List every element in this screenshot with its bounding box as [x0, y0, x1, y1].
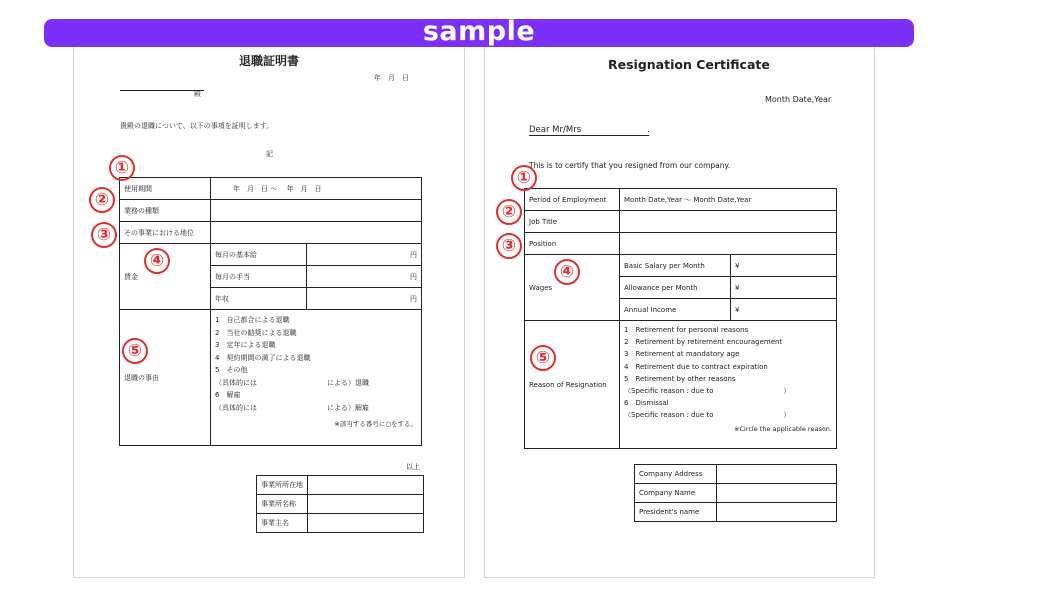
- jp-position-value: [211, 222, 422, 244]
- en-company-name-label: Company Name: [635, 484, 717, 503]
- jp-wage-item: 毎月の基本給: [211, 244, 307, 266]
- jp-reason-item: （具体的には による）解雇: [215, 403, 369, 412]
- en-reason-item: 1 Retirement for personal reasons: [624, 326, 749, 334]
- jp-title: 退職証明書: [239, 54, 300, 68]
- jp-wage-item: 年収: [211, 288, 307, 310]
- jp-period-value: 年 月 日 ～ 年 月 日: [211, 178, 422, 200]
- en-note: ※Circle the applicable reason.: [734, 424, 832, 433]
- en-wage-item: Allowance per Month: [620, 277, 731, 299]
- japanese-certificate-page: [73, 40, 465, 578]
- marker-2-en: ②: [496, 199, 522, 225]
- jp-company-table: [256, 475, 424, 533]
- jp-note: ※該当する番号に○をする。: [334, 420, 418, 428]
- jp-yen-unit: 円: [410, 272, 418, 281]
- en-wages-label: Wages: [525, 255, 620, 321]
- en-dear-end: .: [647, 125, 650, 135]
- jp-company-address-value: [308, 476, 424, 495]
- en-reason-item: （Specific reason : due to ）: [624, 387, 791, 396]
- jp-date: 年 月 日: [374, 74, 409, 82]
- en-main-table: [524, 188, 837, 449]
- marker-5-en: ⑤: [530, 345, 556, 371]
- jp-company-name-value: [308, 495, 424, 514]
- jp-addressee-line: [120, 90, 204, 91]
- marker-5-jp: ⑤: [122, 338, 148, 364]
- en-title: Resignation Certificate: [608, 57, 770, 72]
- en-job-label: Job Title: [525, 211, 620, 233]
- marker-3-en: ③: [496, 233, 522, 259]
- en-reason-label: Reason of Resignation: [525, 321, 620, 449]
- jp-reason-item: （具体的には による）退職: [215, 378, 369, 387]
- en-company-table: [634, 464, 837, 522]
- jp-wage-item: 毎月の手当: [211, 266, 307, 288]
- jp-yen-unit: 円: [410, 294, 418, 303]
- jp-intro-text: 貴殿の退職について、以下の事項を証明します。: [120, 122, 274, 130]
- en-company-name-value: [717, 484, 837, 503]
- marker-2-jp: ②: [89, 187, 115, 213]
- jp-company-name-label: 事業所名称: [257, 495, 308, 514]
- en-wage-item: Basic Salary per Month: [620, 255, 731, 277]
- en-reason-item: （Specific reason : due to ）: [624, 411, 791, 420]
- en-company-address-value: [717, 465, 837, 484]
- en-addressee-line: [529, 135, 649, 136]
- jp-wages-label: 賃金: [120, 244, 211, 310]
- jp-reason-label: 退職の事由: [120, 310, 211, 446]
- jp-ijo: 以上: [406, 463, 420, 471]
- jp-position-label: その事業における地位: [120, 222, 211, 244]
- jp-company-address-label: 事業所所在地: [257, 476, 308, 495]
- en-company-address-label: Company Address: [635, 465, 717, 484]
- jp-period-label: 使用期間: [120, 178, 211, 200]
- en-period-label: Period of Employment: [525, 189, 620, 211]
- en-dear: Dear Mr/Mrs: [529, 125, 582, 135]
- en-president-label: President's name: [635, 503, 717, 522]
- en-reason-list: [624, 324, 832, 422]
- jp-addressee-suffix: 殿: [194, 90, 201, 98]
- en-date: Month Date,Year: [765, 95, 832, 104]
- en-intro-text: This is to certify that you resigned from our company.: [529, 161, 731, 170]
- marker-4-jp: ④: [144, 248, 170, 274]
- jp-job-label: 業務の種類: [120, 200, 211, 222]
- marker-4-en: ④: [554, 259, 580, 285]
- marker-1-en: ①: [511, 165, 537, 191]
- en-wage-item: Annual Income: [620, 299, 731, 321]
- en-reason-item: 6 Dismissal: [624, 399, 669, 408]
- jp-ki: 記: [266, 150, 273, 158]
- jp-reason-item: 4 契約期間の満了による退職: [215, 353, 311, 362]
- jp-job-value: [211, 200, 422, 222]
- en-reason-item: 5 Retirement by other reasons: [624, 374, 736, 383]
- en-position-label: Position: [525, 233, 620, 255]
- jp-reason-item: 2 当社の勧奨による退職: [215, 328, 297, 337]
- en-reason-item: 2 Retirement by retirement encouragement: [624, 338, 783, 347]
- jp-employer-value: [308, 514, 424, 533]
- en-yen-unit: ¥: [735, 261, 740, 270]
- en-yen-unit: ¥: [735, 283, 740, 292]
- en-yen-unit: ¥: [735, 305, 740, 314]
- jp-employer-label: 事業主名: [257, 514, 308, 533]
- marker-3-jp: ③: [91, 222, 117, 248]
- en-president-value: [717, 503, 837, 522]
- jp-main-table: [119, 177, 422, 446]
- sample-banner: sample: [44, 19, 914, 47]
- jp-reason-item: 3 定年による退職: [215, 341, 276, 349]
- en-position-value: [620, 233, 837, 255]
- jp-reason-list: [215, 314, 417, 414]
- english-certificate-page: [484, 40, 875, 578]
- en-job-value: [620, 211, 837, 233]
- en-reason-item: 3 Retirement at mandatory age: [624, 350, 740, 359]
- jp-reason-item: 1 自己都合による退職: [215, 316, 290, 324]
- marker-1-jp: ①: [109, 155, 135, 181]
- en-reason-item: 4 Retirement due to contract expiration: [624, 362, 768, 371]
- en-period-value: Month Date,Year ～ Month Date,Year: [620, 189, 837, 211]
- jp-yen-unit: 円: [410, 250, 418, 259]
- jp-reason-item: 5 その他: [215, 366, 248, 374]
- jp-reason-item: 6 解雇: [215, 391, 241, 399]
